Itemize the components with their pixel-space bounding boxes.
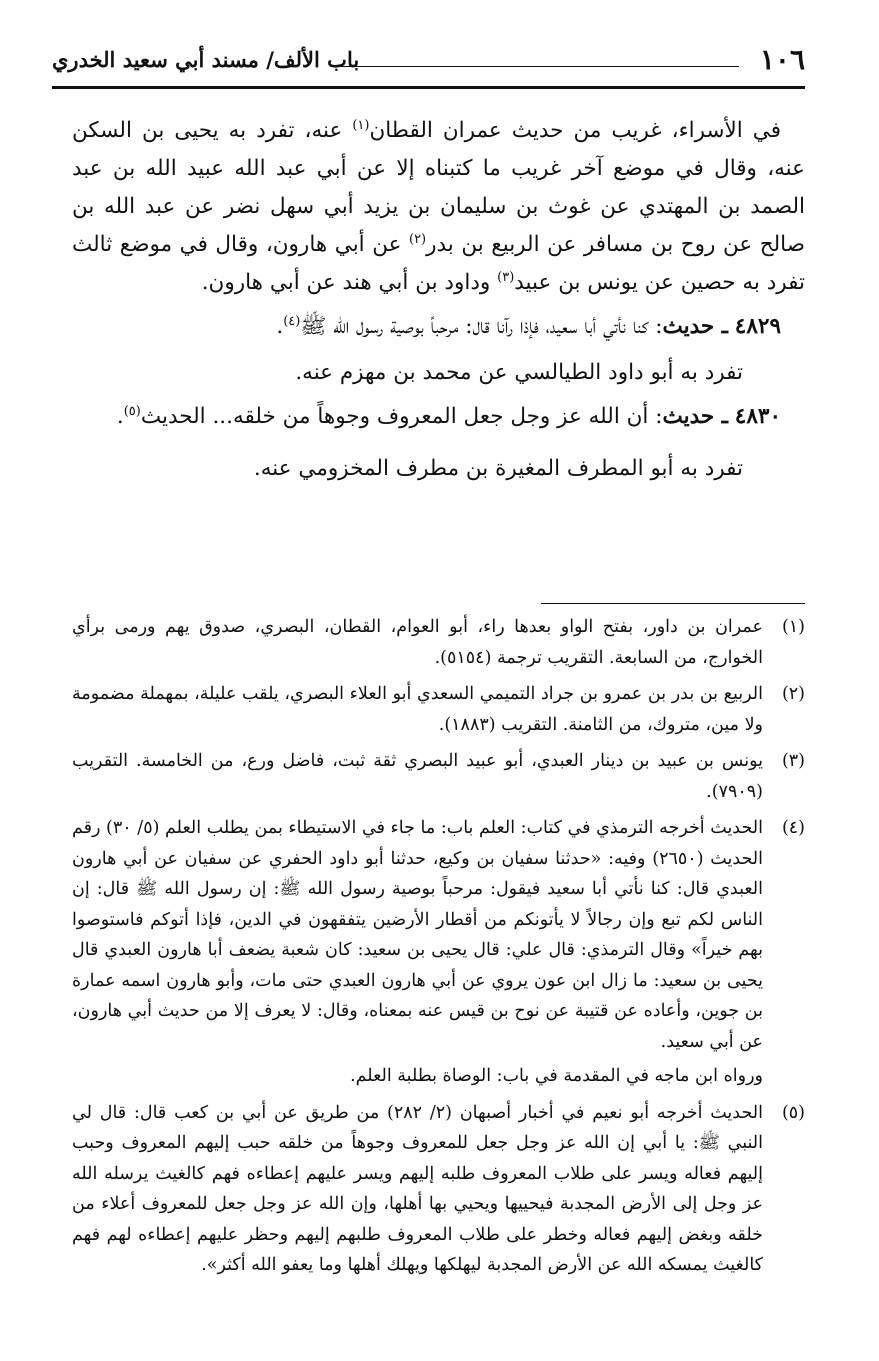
running-title: باب الألف/ مسند أبي سعيد الخدري (52, 47, 360, 72)
main-text (72, 112, 805, 488)
footnote-text: عمران بن داور، بفتح الواو بعدها راء، أبو العوام، القطان، البصري، صدوق يهم ورمى برأي الخوارج، من السابعة. التقريب ترجمة (٥١٥٤). (72, 617, 763, 668)
footnote-ref-1: (١) (352, 117, 370, 133)
footnote-marker: (٣) (781, 751, 805, 771)
footnote-1 (72, 612, 805, 673)
hadith-label: ـ حديث (662, 314, 728, 339)
hadith-4830 (72, 398, 805, 436)
hadith-end: . (116, 404, 124, 429)
footnote-ref-4: (٤) (283, 313, 301, 329)
paragraph-text: عن أبي هارون، وقال في موضع ثالث تفرد به حصين عن يونس بن عبيد (72, 232, 805, 295)
paragraph-text: في الأسراء، غريب من حديث عمران القطان (369, 118, 781, 143)
page-header (52, 38, 805, 82)
footnote-ref-5: (٥) (123, 403, 141, 419)
footnote-2 (72, 679, 805, 740)
footnote-ref-3: (٣) (497, 269, 515, 285)
hadith-text: : كنا نأتي أبا سعيد، فإذا رآنا قال: مرحباً بوصية رسول الله ﷺ (300, 314, 663, 339)
hadith-end: . (276, 314, 284, 339)
hadith-text: : أن الله عز وجل جعل المعروف وجوهاً من خلقه... الحديث (140, 404, 663, 429)
paragraph-isra (72, 112, 805, 302)
hadith-4829 (72, 308, 805, 346)
footnote-marker: (٤) (781, 818, 805, 838)
page-number: ١٠٦ (759, 43, 805, 76)
footnote-extra-text: ورواه ابن ماجه في المقدمة في باب: الوصاة بطلبة العلم. (350, 1066, 763, 1086)
hadith-label: ـ حديث (662, 404, 728, 429)
hadith-number: ٤٨٣٠ (734, 404, 781, 429)
footnote-5 (72, 1098, 805, 1281)
footnote-text: الربيع بن بدر بن عمرو بن جراد التميمي السعدي أبو العلاء البصري، يلقب عليلة، بمهملة مضمومة ولا مين، متروك، من الثامنة. التقريب (١٨٨٣). (72, 684, 763, 735)
footnote-marker: (٥) (781, 1102, 805, 1123)
tafarrud-4830: تفرد به أبو المطرف المغيرة بن مطرف المخزومي عنه. (253, 456, 743, 481)
footnote-4 (72, 813, 805, 1092)
header-divider-line (334, 66, 739, 67)
footnote-separator (541, 603, 805, 604)
footnotes (72, 612, 805, 1287)
tafarrud-4829: تفرد به أبو داود الطيالسي عن محمد بن مهزم عنه. (295, 360, 743, 385)
footnote-ref-2: (٢) (408, 231, 427, 247)
footnote-marker: (٢) (781, 684, 805, 704)
hadith-number: ٤٨٢٩ (734, 314, 781, 339)
paragraph-text: وداود بن أبي هند عن أبي هارون. (201, 270, 498, 295)
footnote-text: الحديث أخرجه الترمذي في كتاب: العلم باب: ما جاء في الاستيطاء بمن يطلب العلم (٥/ ٣٠) رقم الحديث (٢٦٥٠) وفيه: «حدثنا سفيان بن وكيع، حدثنا أبو داود الحفري عن سفيان عن أبي هارون العبدي قال: كنا نأتي أبا سعيد فيقول: مرحباً بوصية رسول الله ﷺ: إن رسول الله ﷺ قال: إن الناس لكم تبع وإن رجالاً لا يأتونكم من أقطار الأرضين يتفقهون في الدين، فإذا أتوكم فاستوصوا بهم خيراً» وقال الترمذي: قال علي: قال يحيى بن سعيد: كان شعبة يضعف أبا هارون العبدي قال يحيى بن سعيد: ما زال ابن عون يروي عن أبي هارون العبدي حتى مات، وأبو هارون اسمه عمارة بن جوين، وأعاده عن قتيبة عن نوح بن قيس عنه بمعناه، وقال: لا يعرف إلا من حديث أبي هارون، عن أبي سعيد. (72, 818, 763, 1052)
footnote-text: يونس بن عبيد بن دينار العبدي، أبو عبيد البصري ثقة ثبت، فاضل ورع، من الخامسة. التقريب (٧٩٠٩). (72, 751, 763, 802)
header-rule (52, 86, 805, 89)
footnote-3 (72, 746, 805, 807)
footnote-marker: (١) (781, 617, 805, 637)
footnote-text: الحديث أخرجه أبو نعيم في أخبار أصبهان (٢/ ٢٨٢) من طريق عن أبي بن كعب قال: قال لي النبي ﷺ: يا أبي إن الله عز وجل جعل للمعروف وجوهاً من خلقه حبب إليهم المعروف وحبب إليهم فعاله ويسر على طلاب المعروف طلبه إليهم ويسر عليهم إعطاءه فهم كالغيث يرسله الله عز وجل إلى الأرض المجدبة فيحييها ويحيي بها أهلها، وإن الله عز وجل جعل للمعروف أعلاء من خلقه وبغض إليهم فعاله وخطر على طلاب المعروف طلبهم إليهم وحظر عليهم إعطاءه لهم فهم كالغيث يمسكه الله عن الأرض المجدبة ليهلكها ويهلك أهلها وما يعفو الله أكثر». (72, 1102, 763, 1275)
paragraph-text: عنه، تفرد به يحيى بن السكن عنه، وقال في موضع آخر غريب ما كتبناه إلا عن أبي عبد الله عبيد الله بن عبد الصمد بن المهتدي عن غوث بن سليمان بن يزيد أبي سهل نضر عن عبد الله بن صالح عن روح بن مسافر عن الربيع بن بدر (72, 118, 805, 257)
